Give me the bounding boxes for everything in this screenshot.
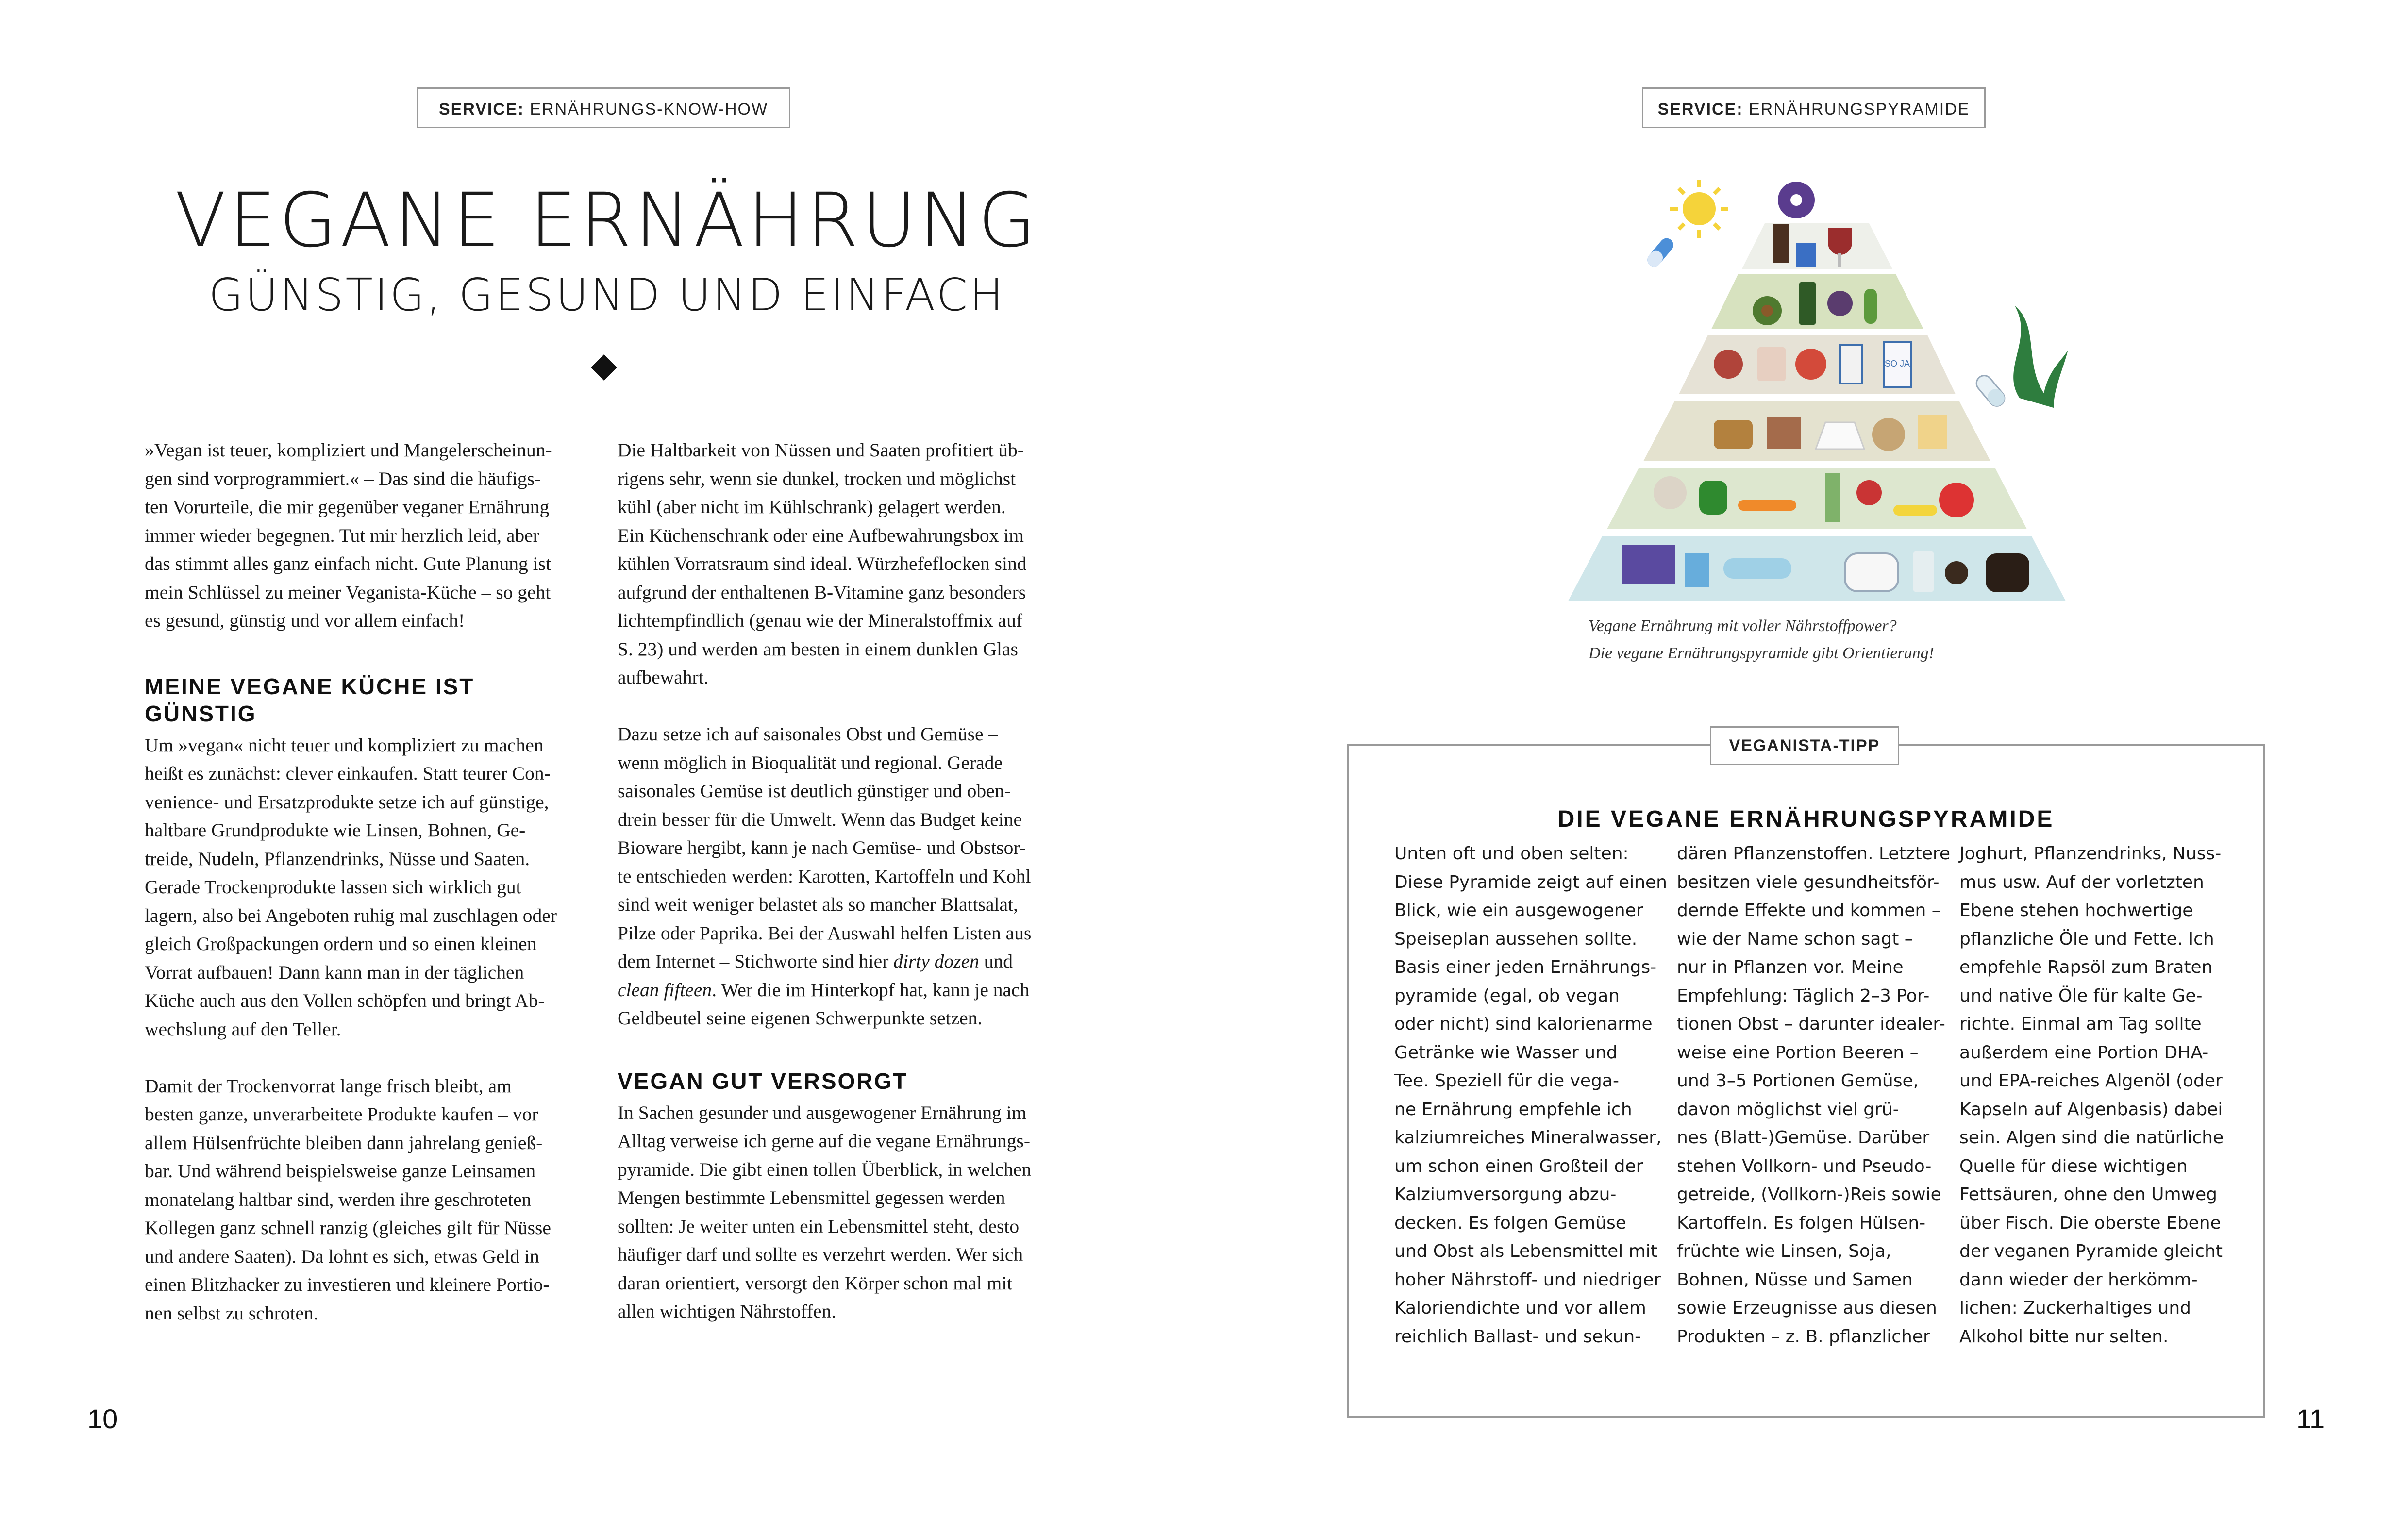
text-line: um schon einen Großteil der: [1394, 1156, 1643, 1176]
text-line: Speiseplan aussehen sollte.: [1394, 929, 1638, 949]
text-line: Um »vegan« nicht teuer und kompliziert zu machen: [145, 734, 544, 756]
text-line: Empfehlung: Täglich 2–3 Por-: [1677, 985, 1930, 1006]
service-tag-right: SERVICE: ERNÄHRUNGSPYRAMIDE: [1642, 87, 1986, 128]
text-line: der veganen Pyramide gleicht: [1959, 1241, 2223, 1261]
text-line: saisonales Gemüse ist deutlich günstiger und oben-: [618, 780, 1011, 801]
text-line: und 3–5 Portionen Gemüse,: [1677, 1071, 1919, 1091]
tofu-icon: [1767, 417, 1801, 449]
noodles-icon: [1918, 415, 1947, 449]
water-glass-icon: [1685, 553, 1709, 587]
milk-bottle-icon: [1913, 551, 1934, 592]
heading-versorgt: VEGAN GUT VERSORGT: [618, 1068, 908, 1094]
cucumber-icon: [1864, 289, 1877, 324]
page-title: VEGANE ERNÄHRUNG: [175, 177, 1039, 264]
text-line: wechslung auf den Teller.: [145, 1018, 341, 1040]
text-line: Joghurt, Pflanzendrinks, Nuss-: [1959, 844, 2222, 864]
leek-icon: [1825, 473, 1840, 522]
text-line: nur in Pflanzen vor. Meine: [1677, 957, 1904, 977]
text-line: lichtempfindlich (genau wie der Mineralstoffmix auf: [618, 610, 1022, 631]
text-line: empfehle Rapsöl zum Braten: [1959, 957, 2213, 977]
strawberry-icon: [1856, 480, 1882, 505]
text-line: gen sind vorprogrammiert.« – Das sind die häufigs-: [145, 467, 541, 489]
text-line: außerdem eine Portion DHA-: [1959, 1042, 2209, 1063]
banana-icon: [1893, 505, 1937, 516]
text-line: Alltag verweise ich gerne auf die vegane Ernährungs-: [618, 1130, 1030, 1152]
text-line: Dazu setze ich auf saisonales Obst und Gemüse –: [618, 723, 998, 745]
text-line: gleich Großpackungen ordern und so einen kleinen: [145, 933, 537, 954]
text-line: ten Vorurteile, die mir gegenüber veganer Ernährung: [145, 496, 550, 517]
soy-milk-icon: [1840, 345, 1862, 384]
water-bottle-icon: [1723, 558, 1791, 579]
text-line: stehen Vollkorn- und Pseudo-: [1677, 1156, 1932, 1176]
text-line: Kollegen ganz schnell ranzig (gleiches gilt für Nüsse: [145, 1217, 551, 1238]
text-line: Ein Küchenschrank oder eine Aufbewahrungsbox im: [618, 524, 1024, 546]
service-tag-left: SERVICE: ERNÄHRUNGS-KNOW-HOW: [417, 87, 790, 128]
tip-column-2: [1677, 840, 1949, 1351]
text-line: allen wichtigen Nährstoffen.: [618, 1301, 836, 1322]
text-line: richte. Einmal am Tag sollte: [1959, 1014, 2202, 1034]
text-line: sein. Algen sind die natürliche: [1959, 1128, 2224, 1148]
text-line: oder nicht) sind kalorienarme: [1394, 1014, 1653, 1034]
pepper-icon: [1699, 481, 1727, 515]
text-line: S. 23) und werden am besten in einem dunklen Glas: [618, 638, 1018, 660]
tip-label: VEGANISTA-TIPP: [1710, 726, 1899, 765]
text-line: einen Blitzhacker zu investieren und kleinere Portio-: [145, 1274, 550, 1295]
text-line: häufiger darf und sollte es verzehrt werden. Wer sich: [618, 1244, 1023, 1265]
page-subtitle: GÜNSTIG, GESUND UND EINFACH: [208, 269, 1005, 321]
carrot-icon: [1738, 500, 1796, 511]
text-line: Alkohol bitte nur selten.: [1959, 1326, 2169, 1347]
text-line: kühlen Vorratsraum sind ideal. Würzhefeflocken sind: [618, 553, 1027, 574]
text-line: In Sachen gesunder und ausgewogener Ernährung im: [618, 1102, 1027, 1123]
bottle-icon: [1773, 224, 1789, 263]
text-line: früchte wie Linsen, Soja,: [1677, 1241, 1891, 1261]
text-line: kühl (aber nicht im Kühlschrank) gelagert werden.: [618, 496, 1006, 517]
seaweed-icon: [2013, 306, 2068, 408]
text-line: kalziumreiches Mineralwasser,: [1394, 1128, 1662, 1148]
paragraph-saisonal: Dazu setze ich auf saisonales Obst und Gemüse – wenn möglich in Bioqualität und regional. Gerade saisonales Gemüse ist deutlich günstiger und oben- drein besser für die Umwelt. Wenn das Budget keine Bioware hergibt, kann je nach Gemüse- und Obstsor- te entschieden werden: Karotten, Kartoffeln und Kohl sind weit weniger belastet als so mancher Blattsalat, Pilze oder Paprika. Bei der Auswahl helfen Listen aus dem Internet – Stichworte sind hier dirty dozen und clean fifteen. Wer die im Hinterkopf hat, kann je nach Geldbeutel seine eigenen Schwerpunkte setzen.: [618, 720, 1074, 1033]
text-line: besten ganze, unverarbeitete Produkte kaufen – vor: [145, 1103, 538, 1125]
text-line: rigens sehr, wenn sie dunkel, trocken und möglichst: [618, 467, 1016, 489]
heading-guenstig: MEINE VEGANE KÜCHE IST GÜNSTIG: [145, 673, 475, 726]
text-line: heißt es zunächst: clever einkaufen. Statt teurer Con-: [145, 763, 551, 784]
text-column-2: [618, 436, 1074, 1326]
tip-title: DIE VEGANE ERNÄHRUNGSPYRAMIDE: [1557, 806, 2055, 832]
food-pyramid-illustration: [1554, 170, 2078, 607]
text-line: hoher Nährstoff- und niedriger: [1394, 1269, 1661, 1290]
text-line: sowie Erzeugnisse aus diesen: [1677, 1298, 1937, 1318]
text-line: pyramide (egal, ob vegan: [1394, 985, 1620, 1006]
tip-column-1: [1394, 840, 1666, 1351]
text-line: Unten oft und oben selten:: [1394, 844, 1629, 864]
pyramid-level-sweets: [1742, 223, 1892, 269]
text-line: mus usw. Auf der vorletzten: [1959, 872, 2204, 892]
text-line: davon möglichst viel grü-: [1677, 1099, 1899, 1119]
text-line: über Fisch. Die oberste Ebene: [1959, 1213, 2221, 1233]
paragraph-pyramide: [618, 1099, 1074, 1326]
illustration-caption: Vegane Ernährung mit voller Nährstoffpower? Die vegane Ernährungspyramide gibt Orientierung!: [1589, 617, 1934, 662]
paragraph-einkaufen: [145, 731, 601, 1044]
text-line: Vorrat aufbauen! Dann kann man in der täglichen: [145, 961, 524, 983]
beans-icon: [1714, 350, 1743, 379]
text-line: wie der Name schon sagt –: [1677, 929, 1913, 949]
text-line: nes (Blatt-)Gemüse. Darüber: [1677, 1128, 1930, 1148]
oil-bottle-icon: [1799, 282, 1816, 325]
text-line: Küche auch aus den Vollen schöpfen und bringt Ab-: [145, 990, 545, 1011]
text-line: Bohnen, Nüsse und Samen: [1677, 1269, 1913, 1290]
algae-capsule-icon: [1973, 372, 2008, 409]
apple-icon: [1939, 483, 1974, 517]
tomato-icon: [1795, 349, 1826, 380]
can-icon: [1796, 243, 1816, 267]
sun-icon: [1670, 180, 1728, 238]
donut-icon: [1778, 182, 1815, 218]
teapot-icon: [1845, 553, 1898, 591]
text-line: getreide, (Vollkorn-)Reis sowie: [1677, 1185, 1941, 1204]
text-line: dann wieder der herkömm-: [1959, 1269, 2198, 1290]
text-line: sind weit weniger belastet als so mancher Blattsalat,: [618, 894, 1018, 915]
coffee-beans-icon: [1945, 561, 1968, 584]
text-line: wenn möglich in Bioqualität und regional. Gerade: [618, 751, 1003, 773]
paragraph-trockenvorrat: [145, 1072, 601, 1328]
text-line: ne Ernährung empfehle ich: [1394, 1099, 1632, 1119]
text-line: monatelang haltbar sind, werden ihre geschroteten: [145, 1188, 532, 1210]
text-line: Kaloriendichte und vor allem: [1394, 1298, 1646, 1318]
laptop-icon: [1622, 545, 1675, 584]
text-line: Tee. Speziell für die vega-: [1394, 1071, 1619, 1091]
diamond-ornament: [591, 354, 617, 381]
text-line: besitzen viele gesundheitsför-: [1677, 872, 1940, 892]
text-line: dären Pflanzenstoffen. Letztere: [1677, 844, 1951, 864]
text-line: treide, Nudeln, Pflanzendrinks, Nüsse und Saaten.: [145, 848, 530, 869]
text-line: dem Internet – Stichworte sind hier: [618, 951, 894, 972]
page-number-right: 11: [2296, 1403, 2325, 1434]
text-line: aufbewahrt.: [618, 667, 709, 688]
mushroom-icon: [1654, 476, 1687, 509]
text-line: lagern, also bei Angeboten ruhig mal zuschlagen oder: [145, 904, 557, 926]
text-line: tionen Obst – darunter idealer-: [1677, 1014, 1945, 1034]
text-line: Basis einer jeden Ernährungs-: [1394, 957, 1657, 977]
text-line: nen selbst zu schroten.: [145, 1302, 318, 1324]
text-line: drein besser für die Umwelt. Wenn das Budget keine: [618, 808, 1022, 830]
text-line: Kalziumversorgung abzu-: [1394, 1185, 1617, 1204]
wine-glass-icon: [1828, 228, 1852, 255]
intro-paragraph: [145, 436, 601, 635]
olive-icon: [1827, 291, 1853, 316]
text-line: Kapseln auf Algenbasis) dabei: [1959, 1099, 2223, 1119]
text-line: Die Haltbarkeit von Nüssen und Saaten profitiert üb-: [618, 439, 1024, 461]
text-line: Blick, wie ein ausgewogener: [1394, 901, 1643, 920]
text-line: Diese Pyramide zeigt auf einen: [1394, 872, 1667, 892]
text-line: bar. Und während beispielsweise ganze Leinsamen: [145, 1160, 536, 1182]
text-line: allem Hülsenfrüchte bleiben dann jahrelang genieß-: [145, 1132, 543, 1153]
tip-column-3: [1959, 840, 2231, 1351]
text-line: und Obst als Lebensmittel mit: [1394, 1241, 1657, 1261]
text-line: Quelle für diese wichtigen: [1959, 1156, 2188, 1176]
potato-icon: [1872, 418, 1905, 451]
text-line: immer wieder begegnen. Tut mir herzlich leid, aber: [145, 524, 539, 546]
page-number-left: 10: [87, 1403, 118, 1434]
text-line: pyramide. Die gibt einen tollen Überblick, in welchen: [618, 1158, 1032, 1180]
paragraph-haltbarkeit: [618, 436, 1074, 692]
pyramid-level-oils: [1711, 274, 1923, 329]
soja-label: SO JA: [1884, 359, 1910, 368]
text-line: Mengen bestimmte Lebensmittel gegessen werden: [618, 1187, 1005, 1208]
text-line: daran orientiert, versorgt den Körper schon mal mit: [618, 1272, 1013, 1294]
coffee-pot-icon: [1986, 553, 2029, 592]
bread-icon: [1714, 420, 1753, 449]
text-line: lichen: Zuckerhaltiges und: [1959, 1298, 2191, 1318]
text-line: Gerade Trockenprodukte lassen sich wirklich gut: [145, 876, 521, 898]
text-line: Pilze oder Paprika. Bei der Auswahl helfen Listen aus: [618, 922, 1032, 944]
text-line: te entschieden werden: Karotten, Kartoffeln und Kohl: [618, 865, 1031, 887]
text-line: reichlich Ballast- und sekun-: [1394, 1326, 1641, 1347]
text-line: venience- und Ersatzprodukte setze ich auf günstige,: [145, 791, 549, 813]
text-line: Getränke wie Wasser und: [1394, 1042, 1618, 1063]
text-line: Bioware hergibt, kann je nach Gemüse- und Obstsor-: [618, 837, 1026, 858]
text-line: Kartoffeln. Es folgen Hülsen-: [1677, 1213, 1926, 1233]
text-line: Ebene stehen hochwertige: [1959, 901, 2193, 920]
jar-icon: [1757, 347, 1786, 381]
text-line: decken. Es folgen Gemüse: [1394, 1213, 1626, 1233]
text-line: sollten: Je weiter unten ein Lebensmittel steht, desto: [618, 1215, 1020, 1237]
text-line: Produkten – z. B. pflanzlicher: [1677, 1326, 1930, 1347]
text-line: mein Schlüssel zu meiner Veganista-Küche – so geht: [145, 581, 551, 603]
text-line: aufgrund der enthaltenen B-Vitamine ganz besonders: [618, 581, 1026, 603]
text-line: »Vegan ist teuer, kompliziert und Mangelerscheinun-: [145, 439, 552, 461]
text-column-1: [145, 436, 601, 1327]
text-line: es gesund, günstig und vor allem einfach!: [145, 610, 465, 631]
text-line: dernde Effekte und kommen –: [1677, 901, 1940, 920]
text-line: pflanzliche Öle und Fette. Ich: [1959, 929, 2214, 949]
text-line: und andere Saaten). Da lohnt es sich, etwas Geld in: [145, 1245, 539, 1267]
text-line: Fettsäuren, ohne den Umweg: [1959, 1185, 2217, 1204]
text-line: das stimmt alles ganz einfach nicht. Gute Planung ist: [145, 553, 552, 574]
text-line: weise eine Portion Beeren –: [1677, 1042, 1919, 1063]
text-line: und native Öle für kalte Ge-: [1959, 985, 2203, 1006]
text-line: und EPA-reiches Algenöl (oder: [1959, 1071, 2223, 1091]
text-line: haltbare Grundprodukte wie Linsen, Bohnen, Ge-: [145, 819, 526, 841]
capsule-icon: [1644, 235, 1676, 269]
text-line: Damit der Trockenvorrat lange frisch bleibt, am: [145, 1075, 512, 1097]
